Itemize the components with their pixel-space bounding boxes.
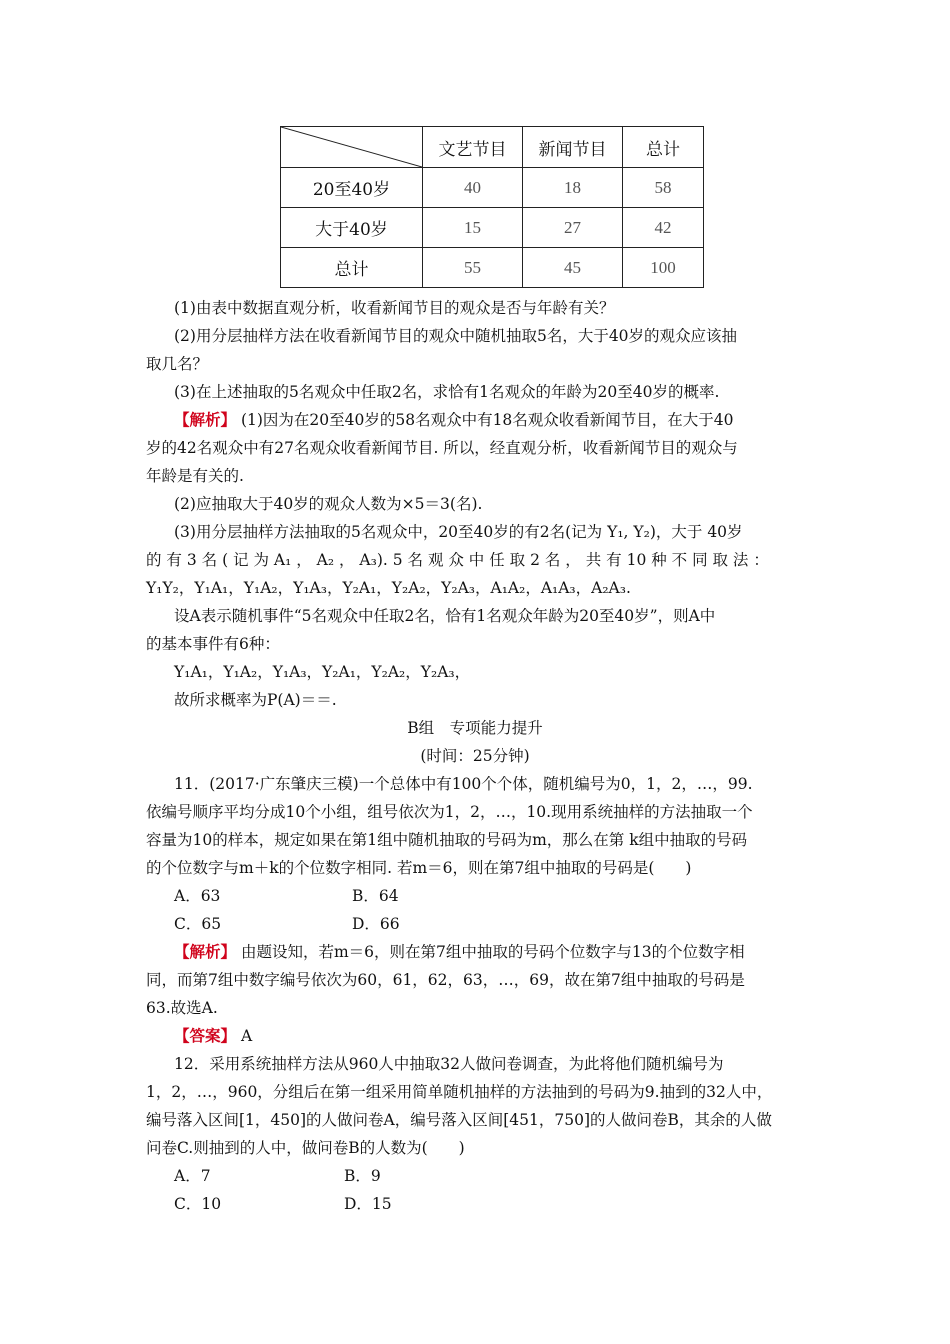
table-row-label: 大于40岁 <box>281 208 423 248</box>
solution-line: (3)用分层抽样方法抽取的5名观众中，20至40岁的有2名(记为 Y₁, Y₂)，大于 40岁 <box>174 523 743 541</box>
answer-text: A <box>236 1027 253 1045</box>
solution-line: 岁的42名观众中有27名观众收看新闻节目. 所以，经直观分析，收看新闻节目的观众与 <box>146 439 738 457</box>
question-1: (1)由表中数据直观分析，收看新闻节目的观众是否与年龄有关？ <box>174 299 615 317</box>
table-header-row <box>281 127 704 168</box>
q11-solution-line: 63.故选A. <box>146 999 218 1017</box>
table-header-cell: 新闻节目 <box>523 127 623 168</box>
table-cell: 40 <box>423 168 523 208</box>
table-row-label: 总计 <box>281 248 423 288</box>
solution-line: Y₁Y₂，Y₁A₁，Y₁A₂，Y₁A₃，Y₂A₁，Y₂A₂，Y₂A₃，A₁A₂，A₁A₃，A₂A₃. <box>146 579 631 597</box>
question-2-line: 取几名？ <box>146 355 209 373</box>
q11-line: 11．(2017·广东肇庆三模)一个总体中有100个个体，随机编号为0，1，2，…，99. <box>174 775 753 793</box>
q12-option-d: D．15 <box>344 1195 392 1213</box>
solution-line: (2)应抽取大于40岁的观众人数为×5＝3(名). <box>174 495 483 513</box>
diagonal-corner-cell <box>281 127 423 168</box>
table-cell: 58 <box>623 168 704 208</box>
table-cell: 42 <box>623 208 704 248</box>
question-3: (3)在上述抽取的5名观众中任取2名，求恰有1名观众的年龄为20至40岁的概率. <box>174 383 720 401</box>
q11-option-a: A．63 <box>174 887 221 905</box>
table-cell: 55 <box>423 248 523 288</box>
q12-line: 12．采用系统抽样方法从960人中抽取32人做问卷调查，为此将他们随机编号为 <box>174 1055 724 1073</box>
table-cell: 45 <box>523 248 623 288</box>
q11-line: 的个位数字与m＋k的个位数字相同. 若m＝6，则在第7组中抽取的号码是( ) <box>146 859 692 877</box>
solution-line: 的基本事件有6种： <box>146 635 280 653</box>
solution-line: 的 有 3 名 ( 记 为 A₁ ， A₂ ， A₃). 5 名 观 众 中 任 取 2 名 ， 共 有 10 种 不 同 取 法 ： <box>146 551 769 569</box>
table-header-cell: 总计 <box>623 127 704 168</box>
q12-line: 问卷C.则抽到的人中，做问卷B的人数为( ) <box>146 1139 465 1157</box>
solution-line <box>174 410 734 430</box>
solution-text: (1)因为在20至40岁的58名观众中有18名观众收看新闻节目，在大于40 <box>236 411 734 429</box>
q12-line: 1，2，…，960，分组后在第一组采用简单随机抽样的方法抽到的号码为9.抽到的32人中， <box>146 1083 773 1101</box>
q11-solution-line <box>174 942 745 962</box>
question-2-line: (2)用分层抽样方法在收看新闻节目的观众中随机抽取5名，大于40岁的观众应该抽 <box>174 327 738 345</box>
solution-tag: 【解析】 <box>174 942 237 961</box>
q11-option-c: C．65 <box>174 915 222 933</box>
solution-text: 由题设知，若m＝6，则在第7组中抽取的号码个位数字与13的个位数字相 <box>236 943 745 961</box>
q11-line: 依编号顺序平均分成10个小组，组号依次为1，2，…，10.现用系统抽样的方法抽取一个 <box>146 803 753 821</box>
q12-line: 编号落入区间[1，450]的人做问卷A，编号落入区间[451，750]的人做问卷B，其余的人做 <box>146 1111 772 1129</box>
table-cell: 27 <box>523 208 623 248</box>
table-row <box>281 168 704 208</box>
data-table <box>280 126 704 288</box>
q11-option-d: D．66 <box>352 915 400 933</box>
section-time: (时间：25分钟) <box>420 747 530 765</box>
solution-tag: 【解析】 <box>174 410 237 429</box>
q12-option-a: A．7 <box>174 1167 211 1185</box>
q11-option-b: B．64 <box>352 887 399 905</box>
q11-answer <box>174 1026 252 1046</box>
table-cell: 15 <box>423 208 523 248</box>
solution-line: Y₁A₁，Y₁A₂，Y₁A₃，Y₂A₁，Y₂A₂，Y₂A₃， <box>174 663 471 681</box>
solution-line: 故所求概率为P(A)＝＝. <box>174 691 337 709</box>
solution-line: 设A表示随机事件“5名观众中任取2名，恰有1名观众年龄为20至40岁”，则A中 <box>174 607 716 625</box>
table-row <box>281 208 704 248</box>
q12-option-c: C．10 <box>174 1195 222 1213</box>
solution-line: 年龄是有关的. <box>146 467 244 485</box>
table-cell: 100 <box>623 248 704 288</box>
table-row <box>281 248 704 288</box>
table-row-label: 20至40岁 <box>281 168 423 208</box>
q11-solution-line: 同，而第7组中数字编号依次为60，61，62，63，…，69，故在第7组中抽取的号码是 <box>146 971 745 989</box>
table-cell: 18 <box>523 168 623 208</box>
q12-option-b: B．9 <box>344 1167 381 1185</box>
diagonal-line <box>281 127 422 167</box>
answer-tag: 【答案】 <box>174 1026 237 1045</box>
table-header-cell: 文艺节目 <box>423 127 523 168</box>
q11-line: 容量为10的样本，规定如果在第1组中随机抽取的号码为m，那么在第 k组中抽取的号码 <box>146 831 748 849</box>
section-title: B组 专项能力提升 <box>407 719 543 737</box>
